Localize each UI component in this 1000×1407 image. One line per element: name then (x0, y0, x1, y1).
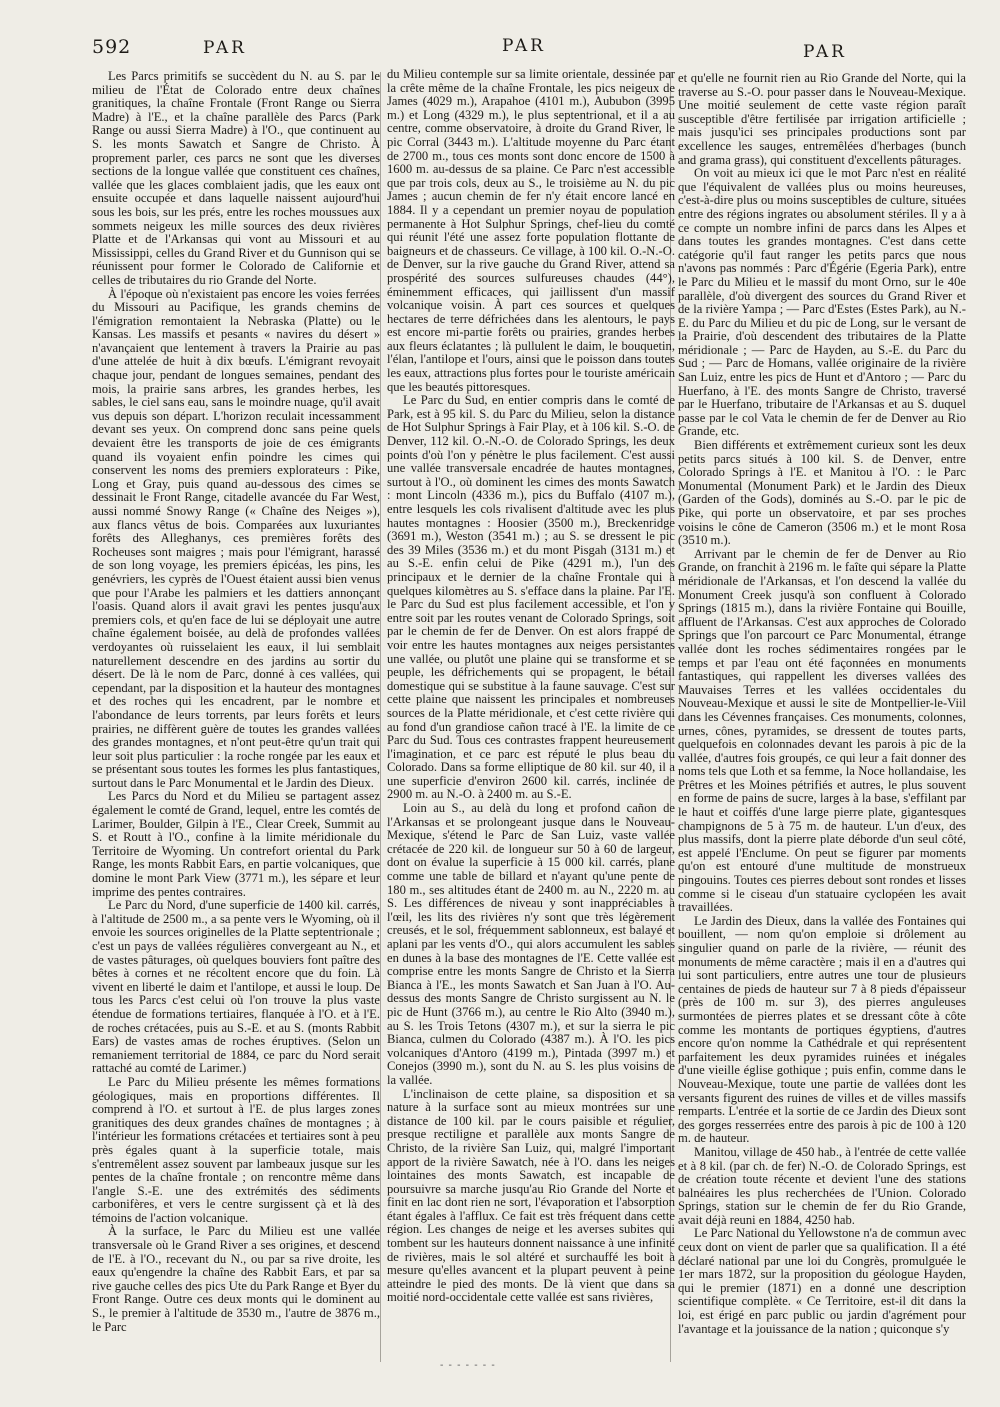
footer-mark: - - - - - - - (440, 1360, 496, 1371)
paragraph: du Milieu contemple sur sa limite orientale, dessinée par la crête même de la chaîne Frontale, les pics neigeux de James (4029 m.), Arapahoe (4101 m.), Aububon (3995 m.) et Long (4329 m.), le plus septentrional, et il a au centre, comme observatoire, à droite du Grand River, le pic Corral (3443 m.). L'altitude moyenne du Parc étant de 2700 m., tous ces monts sont donc encore de 1500 à 1600 m. au-dessus de sa plaine. Ce Parc n'est accessible que par trois cols, deux au S., le troisième au N. du pic James ; aucun chemin de fer n'y était encore lancé en 1884. Il y a cependant un premier noyau de population permanente à Hot Sulphur Springs, chef-lieu du comté qui réunit l'été une assez forte population flottante de baigneurs et de chasseurs. Ce village, à 100 kil. O.-N.-O. de Denver, sur la rive gauche du Grand River, attend sa prospérité des sources sulfureuses chaudes (44°), éminemment efficaces, qui jaillissent d'un massif volcanique voisin. À part ces sources et quelques hectares de terre défrichées dans les alentours, le pays est encore mi-partie forêts ou prairies, grandes herbes aux fleurs éclatantes ; là pullulent le daim, le bouquetin, l'élan, l'antilope et l'ours, ainsi que le poisson dans toutes les eaux, attractions plus fortes pour le touriste américain que les beautés pittoresques. (387, 68, 675, 394)
paragraph: et qu'elle ne fournit rien au Rio Grande del Norte, qui la traverse au S.-O. pour passer dans le Nouveau-Mexique. Une moitié seulement de cette vaste région paraît susceptible d'être fertilisée par irrigation artificielle ; mais jusqu'ici ses principales productions sont par excellence les sauges, entremêlées d'herbages (bunch and grama grass), qui constituent d'excellents pâturages. (678, 72, 966, 167)
paragraph: Les Parcs primitifs se succèdent du N. au S. par le milieu de l'État de Colorado entre deux chaînes granitiques, la chaîne Frontale (Front Range ou Sierra Madre) à l'E., et la chaîne parallèle des Parcs (Park Range ou aussi Sierra Madre) à l'O., que continuent au S. les monts Sawatch et Sangre de Christo. À proprement parler, ces parcs ne sont que les diverses sections de la longue vallée que constituent ces chaînes, vallée que les glaces comblaient jadis, que les eaux ont ensuite occupée et dans laquelle naissent aujourd'hui sous les bois, sur les prés, entre les roches moussues aux sommets neigeux les mille sources des deux rivières Platte et de l'Arkansas qui vont au Missouri et au Mississippi, celles du Grand River et du Gunnison qui se réunissent pour former le Colorado de Californie et celles de tributaires du rio Grande del Norte. (92, 70, 380, 287)
paragraph: Bien différents et extrêmement curieux sont les deux petits parcs situés à 100 kil. S. de Denver, entre Colorado Springs à l'E. et Manitou à l'O. : le Parc Monumental (Monument Park) et le Jardin des Dieux (Garden of the Gods), dominés au S.-O. par le pic de Pike, qui porte un observatoire, et par ses proches voisins le cône de Cameron (3506 m.) et le mont Rosa (3510 m.). (678, 438, 966, 548)
paragraph: L'inclinaison de cette plaine, sa disposition et sa nature à la surface sont au mieux montrées sur une distance de 100 kil. par le cours paisible et régulier, presque rectiligne et parallèle aux monts Sangre de Christo, de la rivière San Luiz, qui, malgré l'important apport de la rivière Sawatch, née à l'O. dans les neiges lointaines des monts Sawatch, est incapable de poursuivre sa marche jusqu'au Rio Grande del Norte et finit en lac dont rien ne sort, l'évaporation et l'absorption étant égales à l'afflux. Ce fait est très fréquent dans cette région. Les changes de neige et les averses subites qui tombent sur les hauteurs donnent naissance à une infinité de rivières, mais le sol altéré et surchauffé les boit à mesure qu'elles avancent et la plupart peuvent à peine atteindre le pied des monts. De là vient que dans sa moitié nord-occidentale cette vallée est sans rivières, (387, 1086, 675, 1305)
page-number: 592 (92, 36, 132, 58)
paragraph: Le Jardin des Dieux, dans la vallée des Fontaines qui bouillent, — nom qu'on emploie si drôlement au singulier quand on parle de la rivière, — réunit des monuments de même caractère ; mais il en a d'autres qui lui sont particuliers, entre autres une tour de plusieurs centaines de pieds de hauteur sur 7 à 8 pieds d'épaisseur (près de 100 m. sur 3), des pierres anguleuses surmontées de pierres plates et se dressant côte à côte comme les montants de portiques égyptiens, d'autres encore qu'on nomme la Cathédrale et qui représentent parfaitement les deux pyramides ruinées et inégales d'une vieille église gothique ; puis enfin, comme dans le Nouveau-Mexique, toute une partie de vallées dont les versants figurent des ruines de villes et de villes massifs remparts. L'entrée et la sortie de ce Jardin des Dieux sont des gorges resserrées entre des parois à pic de 100 à 120 m. de hauteur. (678, 913, 966, 1146)
text-column-2 (387, 68, 675, 1368)
running-headword-center: PAR (502, 36, 546, 56)
paragraph: Manitou, village de 450 hab., à l'entrée de cette vallée et à 8 kil. (par ch. de fer) N.-O. de Colorado Springs, est de création toute récente et devient l'une des stations balnéaires les plus recherchées de l'Union. Colorado Springs, station sur le chemin de fer du Rio Grande, avait déjà reuni en 1884, 4250 hab. (678, 1144, 966, 1227)
page-header (0, 30, 1000, 70)
paragraph: On voit au mieux ici que le mot Parc n'est en réalité que l'équivalent de vallées plus ou moins heureuses, c'est-à-dire plus ou moins susceptibles de culture, situées entre des régions ingrates ou absolument stériles. Il y a à ce compte un nombre infini de parcs dans les Alpes et dans toutes les grandes montagnes. C'est dans cette catégorie qu'il faut ranger les petits parcs que nous n'avons pas nommés : Parc d'Égérie (Egeria Park), entre le Parc du Milieu et le massif du mont Orno, sur le 40e parallèle, d'où divergent des sources du Grand River et de la rivière Yampa ; — Parc d'Estes (Estes Park), au N.-E. du Parc du Milieu et du pic de Long, sur le versant de la Prairie, d'où descendent des tributaires de la Platte méridionale ; — Parc de Hayden, au S.-E. du Parc du Sud ; — Parc de Homans, vallée originaire de la rivière San Luiz, entre les pics de Hunt et d'Antoro ; — Parc du Huerfano, à l'E. des monts Sangre de Christo, traversé par le Huerfano, tributaire de l'Arkansas et au S. duquel passe par le col Vata le chemin de fer de Denver au Rio Grande, etc. (678, 166, 966, 439)
running-headword-left: PAR (203, 38, 247, 58)
paragraph: Arrivant par le chemin de fer de Denver au Rio Grande, on franchit à 2196 m. le faîte qui sépare la Platte méridionale de l'Arkansas, et l'on descend la vallée du Monument Creek jusqu'à son confluent à Colorado Springs (1815 m.), dans la rivière Fontaine qui Bouille, affluent de l'Arkansas. C'est aux approches de Colorado Springs que l'on parcourt ce Parc Monumental, étrange vallée dont les roches sédimentaires rongées par le temps et par l'eau ont été façonnées en monuments fantastiques, qui rappellent les diverses vallées des Mauvaises Terres et les vallées occidentales du Nouveau-Mexique et aussi le site de Montpellier-le-Viil dans les Cévennes françaises. Ces monuments, colonnes, urnes, cônes, pyramides, se dressent de toutes parts, quelquefois en colonnades devant les parois à pic de la vallée, d'autres fois groupés, ce qui leur a fait donner des noms tels que Loth et sa femme, la Noce hollandaise, les Prêtres et les Moines pétrifiés et autres, le plus souvent en forme de pains de sucre, larges à la base, s'effilant par le haut et coiffés d'une large pierre plate, gigantesques champignons de 5 à 75 m. de hauteur. L'un d'eux, des plus massifs, dont la pierre plate déborde d'un seul côté, est appelé l'Enclume. On peut se figurer par moments qu'on est entouré d'une multitude de monstrueux pingouins. Toutes ces pierres debout sont rondes et lisses comme si le ciseau d'un statuaire cyclopéen les avait travaillées. (678, 546, 966, 915)
paragraph: Le Parc du Milieu présente les mêmes formations géologiques, mais en proportions différentes. Il comprend à l'O. et surtout à l'E. de plus larges zones granitiques des deux grandes chaînes de montagnes ; à l'intérieur les formations crétacées et tertiaires sont à peu près égales quant à la superficie totale, mais s'entremêlent assez souvent par lambeaux jusque sur les pentes de la chaîne frontale ; on rencontre même dans l'angle S.-E. une des extrémités des sédiments carbonifères, et vers le centre surgissent çà et là des témoins de l'action volcanique. (92, 1074, 380, 1225)
paragraph: À la surface, le Parc du Milieu est une vallée transversale où le Grand River a ses origines, et descend de l'E. à l'O., recevant du N., ou par sa rive droite, les eaux qu'engendre la chaîne des Rabbit Ears, et par sa rive gauche celles des pics Ute du Park Range et Byer du Front Range. Outre ces deux monts qui le dominent au S., le premier à l'altitude de 3530 m., l'autre de 3876 m., le Parc (92, 1224, 380, 1334)
text-column-1 (92, 70, 380, 1370)
paragraph: Le Parc du Nord, d'une superficie de 1400 kil. carrés, à l'altitude de 2500 m., a sa pente vers le Wyoming, où il envoie les sources originelles de la Platte septentrionale ; c'est un pays de vallées régulières convergeant au N., et de vastes pâturages, où quelques bouviers font paître des bêtes à cornes et ne récoltent encore que du foin. Là vivent en liberté le daim et l'antilope, et aussi le loup. De tous les Parcs c'est celui où l'on trouve la plus vaste étendue de formations tertiaires, flanquée à l'O. et à l'E. de roches crétacées, puis au S.-E. et au S. (monts Rabbit Ears) de vastes amas de roches éruptives. (Selon un remaniement territorial de 1884, ce parc du Nord serait rattaché au comté de Larimer.) (92, 898, 380, 1076)
running-headword-right: PAR (803, 42, 847, 62)
text-column-3 (678, 72, 966, 1372)
paragraph: Le Parc du Sud, en entier compris dans le comté de Park, est à 95 kil. S. du Parc du Milieu, selon la distance de Hot Sulphur Springs à Fair Play, et à 106 kil. S.-O. de Denver, 112 kil. O.-N.-O. de Colorado Springs, les deux points d'où l'on y pénètre le plus facilement. C'est aussi une vallée transversale encadrée de hautes montagnes, surtout à l'O., où dominent les cimes des monts Sawatch : mont Lincoln (4336 m.), pics du Buffalo (4107 m.), entre lesquels les cols rivalisent d'altitude avec les plus hautes montagnes : Hoosier (3500 m.), Breckenridge (3691 m.), Weston (3541 m.) ; au S. se dressent le pic des 39 Miles (3536 m.) et du mont Pisgah (3131 m.) et au S.-E. enfin celui de Pike (4291 m.), l'un des principaux et le dernier de la chaîne Frontale qui à quelques kilomètres au S. s'efface dans la plaine. Par l'E. le Parc du Sud est plus facilement accessible, et l'on y entre soit par les routes venant de Colorado Springs, soit par le chemin de fer de Denver. On est alors frappé de voir entre les hautes montagnes aux neiges persistantes une vallée, ou plutôt une plaine qui se transforme et se peuple, les défrichements qui se propagent, le bétail domestique qui se substitue à la faune sauvage. C'est sur cette plaine que naissent les principales et nombreuses sources de la Platte méridionale, et c'est cette rivière qui au fond d'un grandiose cañon tracé à l'E. la limite de ce Parc du Sud. Tous ces contrastes frappent heureusement l'imagination, et ce parc est réputé le plus beau du Colorado. Dans sa forme elliptique de 80 kil. sur 40, il a une superficie d'environ 2600 kil. carrés, inclinée de 2900 m. au N.-O. à 2400 m. au S.-E. (387, 393, 675, 802)
paragraph: À l'époque où n'existaient pas encore les voies ferrées du Missouri au Pacifique, les grands chemins de l'émigration remontaient la Nebraska (Platte) ou le Kansas. Les massifs et pesants « navires du désert » n'avançaient que lentement à travers la Prairie au pas d'une attelée de huit à dix bœufs. L'émigrant revoyait chaque jour, pendant de longues semaines, pendant des mois, la prairie sans arbres, les grandes herbes, les sables, le ciel sans eau, sans le moindre nuage, qu'il avait vus depuis son départ. L'horizon reculait incessamment devant ses yeux. On comprend donc sans peine quels devaient être les transports de joie de ces émigrants quand ils voyaient enfin poindre les cimes qui conservent les noms des premiers explorateurs : Pike, Long et Gray, puis quand au-dessous des cimes se dessinait le Front Range, citadelle avancée du Far West, aussi nommé Snowy Range (« Chaîne des Neiges »), aux flancs vêtus de bois. Comparées aux luxuriantes forêts des Alleghanys, ces premières forêts des Rocheuses sont maigres ; mais pour l'émigrant, harassé de son long voyage, les premiers épicéas, les pins, les genévriers, les cyprès de l'Ouest étaient aussi bien venus que pour l'Arabe les palmiers et les dattiers annonçant l'oasis. Quand alors il avait gravi les pentes jusqu'aux premiers cols, et qu'en face de lui se déployait une autre chaîne également boisée, au delà de profondes vallées verdoyantes où ruisselaient les eaux, il lui semblait naturellement descendre en des jardins au sortir du désert. De là le nom de Parc, donné à ces vallées, qui cependant, par la disposition et la hauteur des montagnes et des roches qui les encadrent, par le nombre et l'abondance de leurs torrents, par leurs forêts et leurs prairies, ne diffèrent guère de toutes les grandes vallées des grandes montagnes, et n'ont peut-être qu'un trait qui leur soit plus particulier : la roche rongée par les eaux et se présentant sous toutes les formes les plus fantastiques, surtout dans le Parc Monumental et le Jardin des Dieux. (92, 286, 380, 790)
paragraph: Les Parcs du Nord et du Milieu se partagent assez également le comté de Grand, lequel, entre les comtés de Larimer, Boulder, Gilpin à l'E., Clear Creek, Summit au S. et Routt à l'O., confine à la limite méridionale du Territoire de Wyoming. Un contrefort oriental du Park Range, les monts Rabbit Ears, en partie volcaniques, que domine le mont Park View (3771 m.), les sépare et leur imprime des pentes contraires. (92, 789, 380, 899)
paragraph: Loin au S., au delà du long et profond cañon de l'Arkansas et se prolongeant jusque dans le Nouveau-Mexique, s'étend le Parc de San Luiz, vaste vallée crétacée de 220 kil. de longueur sur 50 à 60 de largeur, dont on évalue la superficie à 15 000 kil. carrés, plane comme une table de billard et n'ayant qu'une pente de 180 m., ses altitudes étant de 2400 m. au N., 2220 m. au S. Les différences de niveau y sont inappréciables à l'œil, les lits des rivières n'y sont que très légèrement creusés, et le sol, fréquemment sablonneux, est balayé et aplani par les vents d'O., qui alors accumulent les sables en dunes à la base des montagnes de l'E. Cette vallée est comprise entre les monts Sangre de Christo et la Sierra Bianca à l'E., les monts Sawatch et San Juan à l'O. Au-dessus des monts Sangre de Christo surgissent au N. le pic de Hunt (3766 m.), au centre le Rio Alto (3940 m.), au S. les Trois Tetons (4307 m.), et sur la sierra le pic Bianca, culmen du Colorado (4387 m.). À l'O. les pics volcaniques d'Antoro (4199 m.), Pintada (3997 m.) et Conejos (3990 m.), sont du N. au S. les plus voisins de la vallée. (387, 801, 675, 1087)
column-rule (380, 72, 381, 1362)
paragraph: Le Parc National du Yellowstone n'a de commun avec ceux dont on vient de parler que sa qualification. Il a été déclaré national par une loi du Congrès, promulguée le 1er mars 1872, sur la proposition du géologue Hayden, qui le premier (1871) en a donné une description scientifique complète. « Ce Territoire, est-il dit dans la loi, est érigé en parc public ou jardin d'agrément pour l'avantage et la jouissance de la nation ; quiconque s'y (678, 1226, 966, 1336)
